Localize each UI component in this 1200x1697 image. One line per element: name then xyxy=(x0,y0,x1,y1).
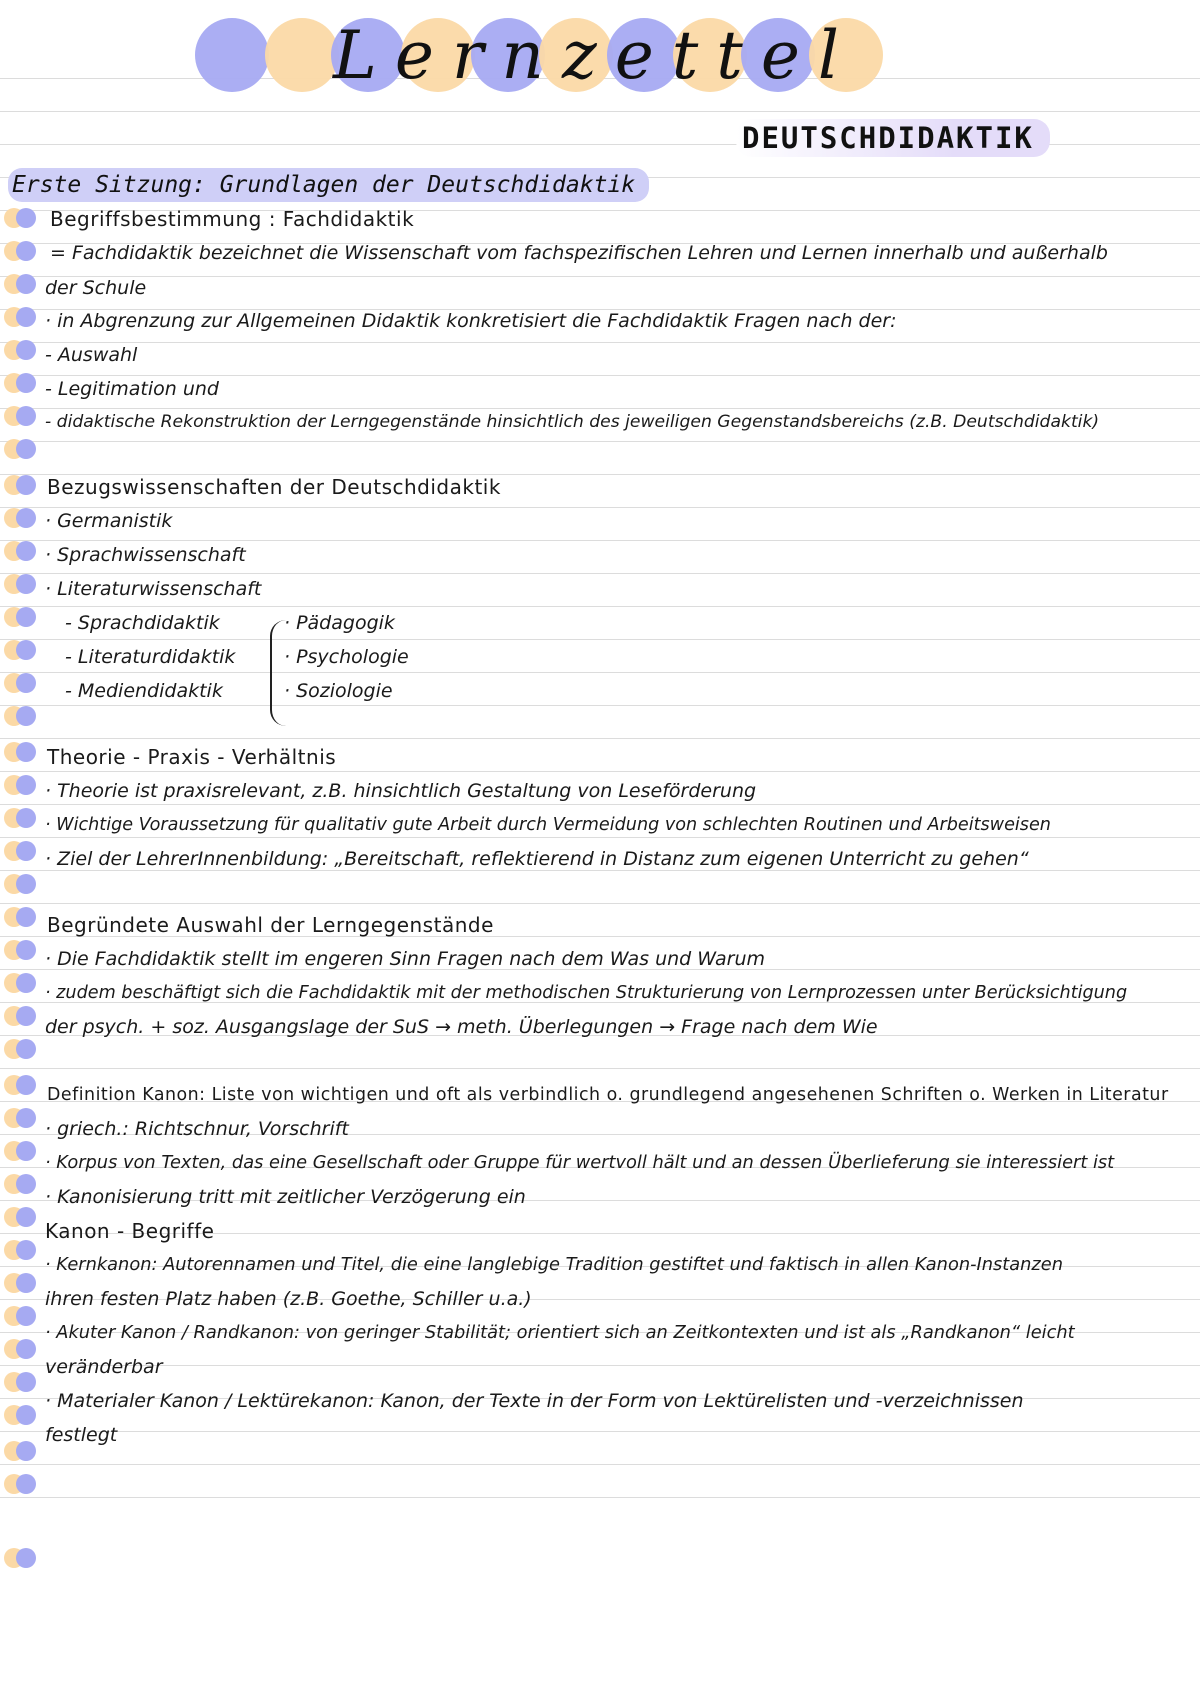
text-line: der psych. + soz. Ausgangslage der SuS → meth. Überlegungen → Frage nach dem Wie xyxy=(45,1016,878,1038)
section-heading: Bezugswissenschaften der Deutschdidaktik xyxy=(47,475,501,499)
section-heading: Begründete Auswahl der Lerngegenstände xyxy=(47,913,494,937)
text-line: · Kernkanon: Autorennamen und Titel, die eine langlebige Tradition gestiftet und faktisch in allen Kanon-Instanzen xyxy=(45,1254,1063,1275)
text-line: ihren festen Platz haben (z.B. Goethe, Schiller u.a.) xyxy=(45,1288,532,1310)
subject-label: DEUTSCHDIDAKTIK xyxy=(736,119,1050,157)
text-line: festlegt xyxy=(45,1424,118,1446)
text-line: · Akuter Kanon / Randkanon: von geringer Stabilität; orientiert sich an Zeitkontexten und ist als „Randkanon“ leicht xyxy=(45,1322,1075,1343)
text-line: · Wichtige Voraussetzung für qualitativ gute Arbeit durch Vermeidung von schlechten Routinen und Arbeitsweisen xyxy=(45,815,1051,835)
text-line: · Materialer Kanon / Lektürekanon: Kanon, der Texte in der Form von Lektürelisten und -verzeichnissen xyxy=(45,1390,1024,1412)
text-line: · Soziologie xyxy=(284,680,393,702)
title-banner xyxy=(195,12,975,112)
section-heading: Definition Kanon: Liste von wichtigen und oft als verbindlich o. grundlegend angesehenen Schriften o. Werken in Literatur xyxy=(47,1085,1169,1105)
text-line: - Literaturdidaktik xyxy=(65,646,236,668)
text-line: = Fachdidaktik bezeichnet die Wissenschaft vom fachspezifischen Lehren und Lernen innerhalb und außerhalb xyxy=(50,242,1108,264)
text-line: · zudem beschäftigt sich die Fachdidaktik mit der methodischen Strukturierung von Lernprozessen unter Berücksichtigung xyxy=(45,983,1128,1003)
text-line: · Literaturwissenschaft xyxy=(45,578,262,600)
text-line: · Ziel der LehrerInnenbildung: „Bereitschaft, reflektierend in Distanz zum eigenen Unterricht zu gehen“ xyxy=(45,848,1029,870)
text-line: · Psychologie xyxy=(284,646,409,668)
section-heading: Begriffsbestimmung : Fachdidaktik xyxy=(50,207,415,231)
text-line: · Theorie ist praxisrelevant, z.B. hinsichtlich Gestaltung von Leseförderung xyxy=(45,780,757,802)
text-line: - didaktische Rekonstruktion der Lerngegenstände hinsichtlich des jeweiligen Gegenstandsbereichs (z.B. Deutschdidaktik) xyxy=(45,412,1100,432)
session-title: Erste Sitzung: Grundlagen der Deutschdidaktik xyxy=(8,168,649,202)
text-line: veränderbar xyxy=(45,1356,163,1378)
text-line: - Mediendidaktik xyxy=(65,680,223,702)
text-line: · Korpus von Texten, das eine Gesellschaft oder Gruppe für wertvoll hält und an dessen Überlieferung sie interessiert ist xyxy=(45,1152,1115,1173)
text-line: · in Abgrenzung zur Allgemeinen Didaktik konkretisiert die Fachdidaktik Fragen nach der: xyxy=(45,310,897,332)
section-heading: Theorie - Praxis - Verhältnis xyxy=(47,745,337,769)
page-title: Lernzettel xyxy=(333,17,857,94)
text-line: - Sprachdidaktik xyxy=(65,612,220,634)
text-line: - Auswahl xyxy=(45,344,138,366)
text-line: · Pädagogik xyxy=(284,612,395,634)
text-line: - Legitimation und xyxy=(45,378,219,400)
text-line: der Schule xyxy=(45,277,147,299)
text-line: · Kanonisierung tritt mit zeitlicher Verzögerung ein xyxy=(45,1186,526,1208)
text-line: · Germanistik xyxy=(45,510,173,532)
text-line: · griech.: Richtschnur, Vorschrift xyxy=(45,1118,349,1140)
subsection-heading: Kanon - Begriffe xyxy=(45,1219,215,1243)
text-line: · Die Fachdidaktik stellt im engeren Sinn Fragen nach dem Was und Warum xyxy=(45,948,766,970)
text-line: · Sprachwissenschaft xyxy=(45,544,246,566)
